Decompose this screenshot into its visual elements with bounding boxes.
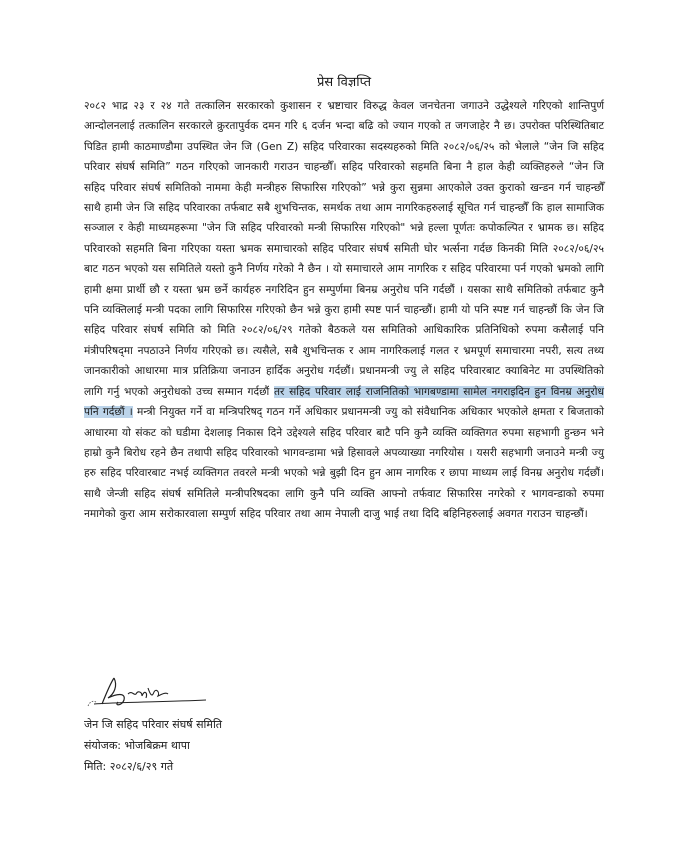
handwritten-signature	[84, 672, 224, 712]
press-release-body	[84, 96, 604, 525]
coordinator-name: संयोजक: भोजबिक्रम थापा	[84, 739, 190, 752]
document-date: मिति: २०८२/६/२९ गते	[84, 760, 174, 773]
body-text-part-2: मन्त्री नियुक्त गर्ने वा मन्त्रिपरिषद् गठन गर्ने अधिकार प्रधानमन्त्री ज्यु को संवैधानिक अधिकार भएकोले क्षमता र बिजताको आधारमा यो संकट को घडीमा देशलाइ निकास दिने उद्देश्यले सहिद परिवार बाटै पनि कुनै व्यक्ति व्यक्तिगत रुपमा सहभागी हुन्छन भने हाम्रो कुनै बिरोध रहने छैन तथापी सहिद परिवारको भागवन्डामा भन्ने हिसावले अपव्याख्या नगरियोस । यसरी सहभागी जनाउने मन्त्री ज्यु हरु सहिद परिवारबाट नभई व्यक्तिगत तवरले मन्त्री भएको भन्ने बुझी दिन हुन आम नागरिक र छापा माध्यम लाई विनम्र अनुरोध गर्दछौं। साथै जेन्जी सहिद संघर्ष समितिले मन्त्रीपरिषदका लागि कुनै पनि व्यक्ति आफ्नो तर्फवाट सिफारिस नगरेको र भागवन्डाको रुपमा नमागेको कुरा आम सरोकारवाला सम्पुर्ण सहिद परिवार तथा आम नेपाली दाजु भाई तथा दिदि बहिनिहरुलाई अवगत गराउन चाहन्छौं।	[84, 406, 604, 521]
page-title: प्रेस विज्ञप्ति	[316, 75, 372, 90]
signature-block	[84, 714, 222, 777]
body-text-part-1: २०८२ भाद्र २३ र २४ गते तत्कालिन सरकारको कुशासन र भ्रष्टाचार विरुद्ध केवल जनचेतना जगाउने उद्धेश्यले गरिएको शान्तिपुर्ण आन्दोलनलाई तत्कालिन सरकारले क्रुरतापुर्वक दमन गरि ६ दर्जन भन्दा बढि को ज्यान गएको त जगजाहेर नै छ। उपरोक्त परिस्थितिबाट पिडित हामी काठमाण्डौमा उपस्थित जेन जि (Gen Z) सहिद परिवारका सदस्यहरुको मिति २०८२/०६/२५ को भेलाले “जेन जि सहिद परिवार संघर्ष समिति” गठन गरिएको जानकारी गराउन चाहन्छौँ। सहिद परिवारको सहमति बिना नै हाल केही व्यक्तिहरुले “जेन जि सहिद परिवार संघर्ष समितिको नाममा केही मन्त्रीहरु सिफारिस गरिएको” भन्ने कुरा सुन्नमा आएकोले उक्त कुराको खन्डन गर्न चाहन्छौँ साथै हामी जेन जि सहिद परिवारका तर्फबाट सबै शुभचिन्तक, समर्थक तथा आम नागरिकहरुलाई सूचित गर्न चाहन्छौँ कि हाल सामाजिक सञ्जाल र केही माध्यमहरूमा "जेन जि सहिद परिवारको मन्त्री सिफारिस गरिएको" भन्ने हल्ला पूर्णतः कपोकल्पित र भ्रामक छ। सहिद परिवारको सहमति बिना गरिएका यस्ता भ्रमक समाचारको सहिद परिवार संघर्ष समिती घोर भर्त्सना गर्दछ किनकी मिति २०८२/०६/२५ बाट गठन भएको यस समितिले यस्तो कुनै निर्णय गरेको नै छैन । यो समाचारले आम नागरिक र सहिद परिवारमा पर्न गएको भ्रमको लागि हामी क्षमा प्रार्थी छौ र यस्ता भ्रम छर्ने कार्यहरु नगरिदिन हुन सम्पुर्णमा बिनम्र अनुरोध पनि गर्दछौं । यसका साथै समितिको तर्फबाट कुनै पनि व्यक्तिलाई मन्त्री पदका लागि सिफारिस गरिएको छैन भन्ने कुरा हामी स्पष्ट पार्न चाहन्छौं। हामी यो पनि स्पष्ट गर्न चाहन्छौं कि जेन जि सहिद परिवार संघर्ष समिति को मिति २०८२/०६/२९ गतेको बैठकले यस समितिको आधिकारिक प्रतिनिधिको रुपमा कसैलाई पनि मंत्रीपरिषद्‌मा नपठाउने निर्णय गरिएको छ। त्यसैले, सबै शुभचिन्तक र आम नागरिकलाई गलत र भ्रमपूर्ण समाचारमा नपरी, सत्य तथ्य जानकारीको आधारमा मात्र प्रतिक्रिया जनाउन हार्दिक अनुरोध गर्दछौं। प्रधानमन्त्री ज्यु ले सहिद परिवारबाट क्याबिनेट मा उपस्थितिको लागि गर्नु भएको अनुरोधको उच्च सम्मान गर्दछौं	[84, 100, 604, 398]
selected-text-highlight[interactable]: तर सहिद परिवार लाई राजनितिको भागबण्डामा सामेल नगराइदिन हुन विनम्र अनुरोध पनि गर्दछौं ।	[84, 385, 604, 419]
organization-name: जेन जि सहिद परिवार संघर्ष समिति	[84, 718, 223, 731]
